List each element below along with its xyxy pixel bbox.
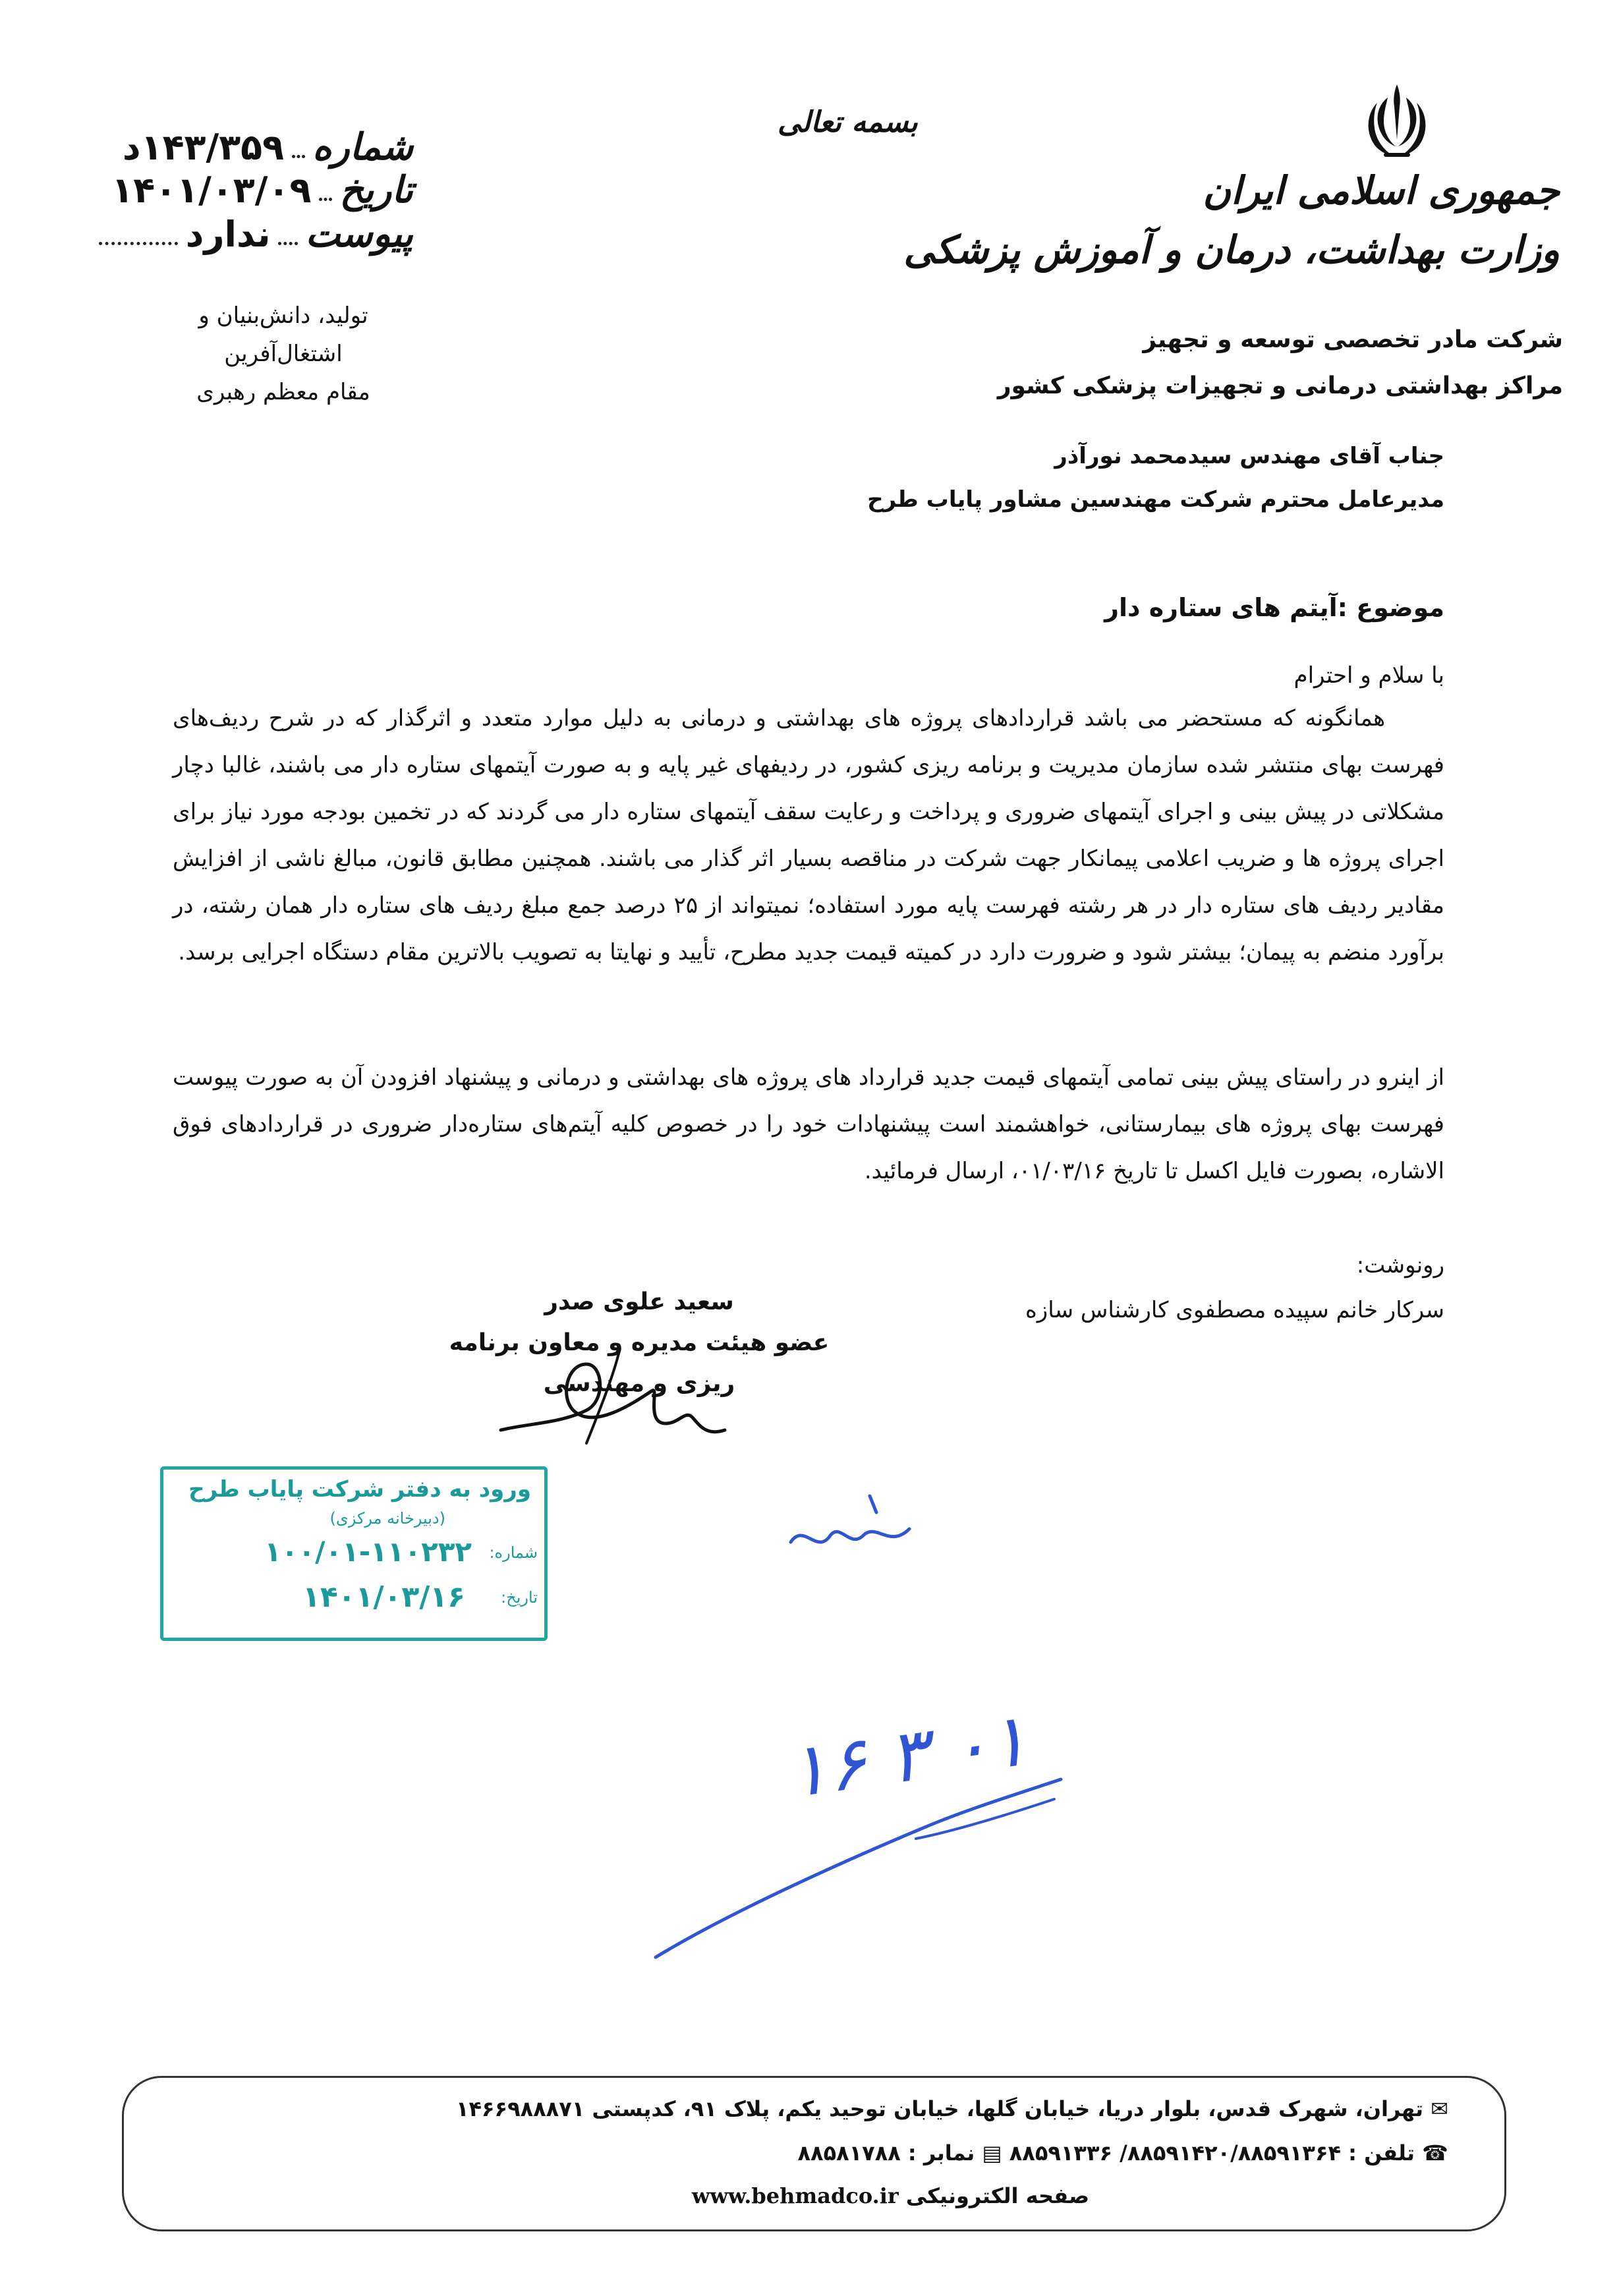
footer-address-row bbox=[456, 2096, 1448, 2121]
bismillah: بسمه تعالی bbox=[778, 105, 918, 139]
letter-date-label: تاریخ bbox=[339, 168, 413, 212]
footer-website-label: صفحه الکترونیکی bbox=[905, 2183, 1089, 2208]
letter-date: ۱۴۰۱/۰۳/۰۹ bbox=[111, 169, 312, 211]
letter-date-row bbox=[111, 168, 413, 212]
signatory-title: عضو هیئت مدیره و معاون برنامه ریزی و مهندسی bbox=[449, 1329, 830, 1397]
footer-box bbox=[122, 2076, 1506, 2231]
handwritten-word bbox=[778, 1483, 923, 1575]
greeting: با سلام و احترام bbox=[1293, 662, 1444, 689]
footer-website[interactable]: www.behmadco.ir bbox=[691, 2183, 899, 2208]
company-line1: شرکت مادر تخصصی توسعه و تجهیز bbox=[1143, 326, 1563, 353]
stamp-number-label: شماره: bbox=[489, 1543, 538, 1562]
slogan-line2: مقام معظم رهبری bbox=[196, 379, 370, 405]
letter-number-label: شماره bbox=[312, 125, 413, 169]
address-icon: ✉ bbox=[1431, 2096, 1448, 2121]
company-line2: مراکز بهداشتی درمانی و تجهیزات پزشکی کشور bbox=[997, 372, 1563, 399]
stamp-title: ورود به دفتر شرکت پایاب طرح bbox=[188, 1476, 531, 1503]
body-paragraph-2: از اینرو در راستای پیش بینی تمامی آیتمهای قیمت جدید قرارداد های پروژه های بهداشتی و درمانی و پیشنهاد افزودن آن به صورت پیوست فهرست بهای پروژه های بیمارستانی، خواهشمند است پیشنهادات خود را در خصوص کلیه آیتم‌های ستاره‌دار ضروری در قراردادهای فوق الاشاره، بصورت فایل اکسل تا تاریخ ۰۱/۰۳/۱۶، ارسال فرمائید. bbox=[173, 1064, 1444, 1184]
attachment-label: پیوست bbox=[305, 212, 413, 256]
phone-icon: ☎ bbox=[1422, 2140, 1448, 2166]
attachment-row bbox=[95, 212, 413, 256]
signature-image bbox=[488, 1325, 764, 1456]
letter-number: ۱۴۳/۳۵۹د bbox=[122, 127, 285, 168]
receipt-stamp bbox=[160, 1466, 548, 1641]
stamp-date-value: ۱۴۰۱/۰۳/۱۶ bbox=[302, 1580, 465, 1614]
subject: موضوع :آیتم های ستاره دار bbox=[1104, 593, 1444, 622]
fax-icon: ▤ bbox=[982, 2140, 1002, 2166]
footer-phone-row bbox=[798, 2140, 1449, 2166]
handwritten-note: ۱۶ ۳ ۰۱ bbox=[782, 1697, 1033, 1814]
footer-phone-label: تلفن : bbox=[1348, 2140, 1415, 2166]
cc-line: سرکار خانم سپیده مصطفوی کارشناس سازه bbox=[1025, 1297, 1444, 1323]
stamp-subtitle: (دبیرخانه مرکزی) bbox=[329, 1509, 445, 1528]
pen-stroke bbox=[652, 1766, 1074, 1964]
stamp-number-value: ۱۰۰/۰۱-۱۱۰۲۳۲ bbox=[264, 1535, 472, 1568]
footer-web-row bbox=[692, 2183, 1089, 2208]
slogan bbox=[142, 297, 425, 411]
body-paragraph-1: همانگونه که مستحضر می باشد قراردادهای پروژه های بهداشتی و درمانی به دلیل موارد متعدد و اثرگذار که در شرح ردیف‌های فهرست بهای منتشر شده سازمان مدیریت و برنامه ریزی کشور، در ردیفهای غیر پایه و به صورت آیتمهای ستاره دار می باشند، غالبا دچار مشکلاتی در پیش بینی و اجرای آیتمهای ضروری و پرداخت و رعایت سقف آیتمهای ستاره دار می گردند که در تخمین بودجه مورد نیاز برای اجرای پروژه ها و ضریب اعلامی پیمانکار جهت شرکت در مناقصه بسیار اثر گذار می باشند. همچنین مطابق قانون، مبالغ ناشی از افزایش مقادیر ردیف های ستاره دار در هر رشته فهرست پایه مورد استفاده؛ نمیتواند از ۲۵ درصد جمع مبلغ ردیف های ستاره دار همان رشته، در برآورد منضم به پیمان؛ بیشتر شود و ضرورت دارد در کمیته قیمت جدید مطرح، تأیید و نهایتا به تصویب بالاترین مقام دستگاه اجرایی برسد. bbox=[173, 705, 1445, 965]
cc-label: رونوشت: bbox=[1356, 1252, 1444, 1278]
slogan-line1: تولید، دانش‌بنیان و اشتغال‌آفرین bbox=[198, 302, 368, 367]
stamp-date-label: تاریخ: bbox=[501, 1588, 538, 1607]
footer-fax-label: نمابر : bbox=[907, 2140, 975, 2166]
letter-number-row bbox=[123, 125, 413, 169]
iran-emblem-icon bbox=[1357, 79, 1436, 165]
ministry-name: وزارت بهداشت، درمان و آموزش پزشکی bbox=[903, 227, 1560, 272]
attachment-value: ندارد bbox=[185, 214, 271, 255]
recipient-line1: جناب آقای مهندس سیدمحمد نورآذر bbox=[1054, 443, 1444, 469]
signatory-name: سعید علوی صدر bbox=[544, 1288, 734, 1315]
footer-fax: ۸۸۵۸۱۷۸۸ bbox=[797, 2140, 901, 2166]
country-name: جمهوری اسلامی ایران bbox=[1203, 168, 1560, 213]
recipient-line2: مدیرعامل محترم شرکت مهندسین مشاور پایاب طرح bbox=[867, 486, 1444, 513]
footer-address: تهران، شهرک قدس، بلوار دریا، خیابان گلها، خیابان توحید یکم، پلاک ۹۱، کدپستی ۱۴۶۶۹۸۸۸۷۱ bbox=[455, 2096, 1424, 2121]
footer-phones: ۸۸۵۹۱۴۲۰/۸۸۵۹۱۳۶۴/ ۸۸۵۹۱۳۳۶ bbox=[1009, 2140, 1342, 2166]
